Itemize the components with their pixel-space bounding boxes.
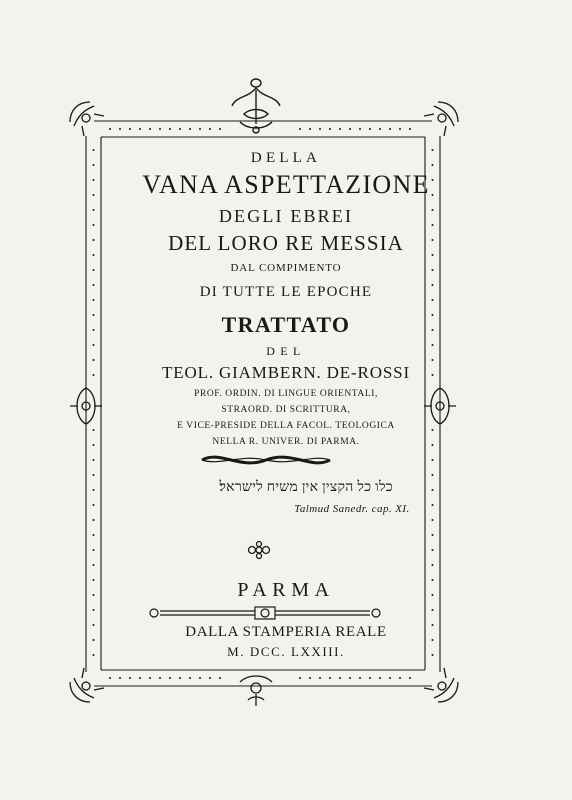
corner-ornament-icon [420,96,464,140]
corner-ornament-icon [64,664,108,708]
swash-divider-icon [200,452,332,468]
imprint-rule [148,606,382,620]
author-credential: NELLA R. UNIVER. DI PARMA. [212,437,360,447]
title-line-trattato: TRATTATO [221,312,351,337]
author-name: TEOL. GIAMBERN. DE-ROSSI [161,363,410,382]
title-line-del: DEL [266,344,306,358]
author-credential: PROF. ORDIN. DI LINGUE ORIENTALI, [194,389,378,399]
corner-ornament-icon [64,96,108,140]
epigraph-source: Talmud Sanedr. cap. XI. [294,503,410,515]
epigraph-hebrew: כלו כל הקצין אין משיח לישראל׃ [219,480,393,495]
center-rosette-icon [246,540,272,560]
author-credential: E VICE-PRESIDE DELLA FACOL. TEOLOGICA [177,421,395,431]
title-line-del-loro-re-messia: DEL LORO RE MESSIA [168,231,404,255]
title-line-vana-aspettazione: VANA ASPETTAZIONE [142,170,430,199]
imprint-city: PARMA [237,579,335,601]
title-line-della: DELLA [250,150,322,166]
imprint-printer: DALLA STAMPERIA REALE [185,624,387,640]
author-credential: STRAORD. DI SCRITTURA, [221,405,351,415]
title-line-degli-ebrei: DEGLI EBREI [218,206,354,226]
floral-ornament-icon [234,668,278,712]
title-line-di-tutte-le-epoche: DI TUTTE LE EPOCHE [199,284,373,300]
imprint-date: M. DCC. LXXIII. [227,644,345,659]
corner-ornament-icon [420,664,464,708]
title-line-dal-compimento: DAL COMPIMENTO [230,262,342,274]
floral-ornament-icon [226,74,286,136]
